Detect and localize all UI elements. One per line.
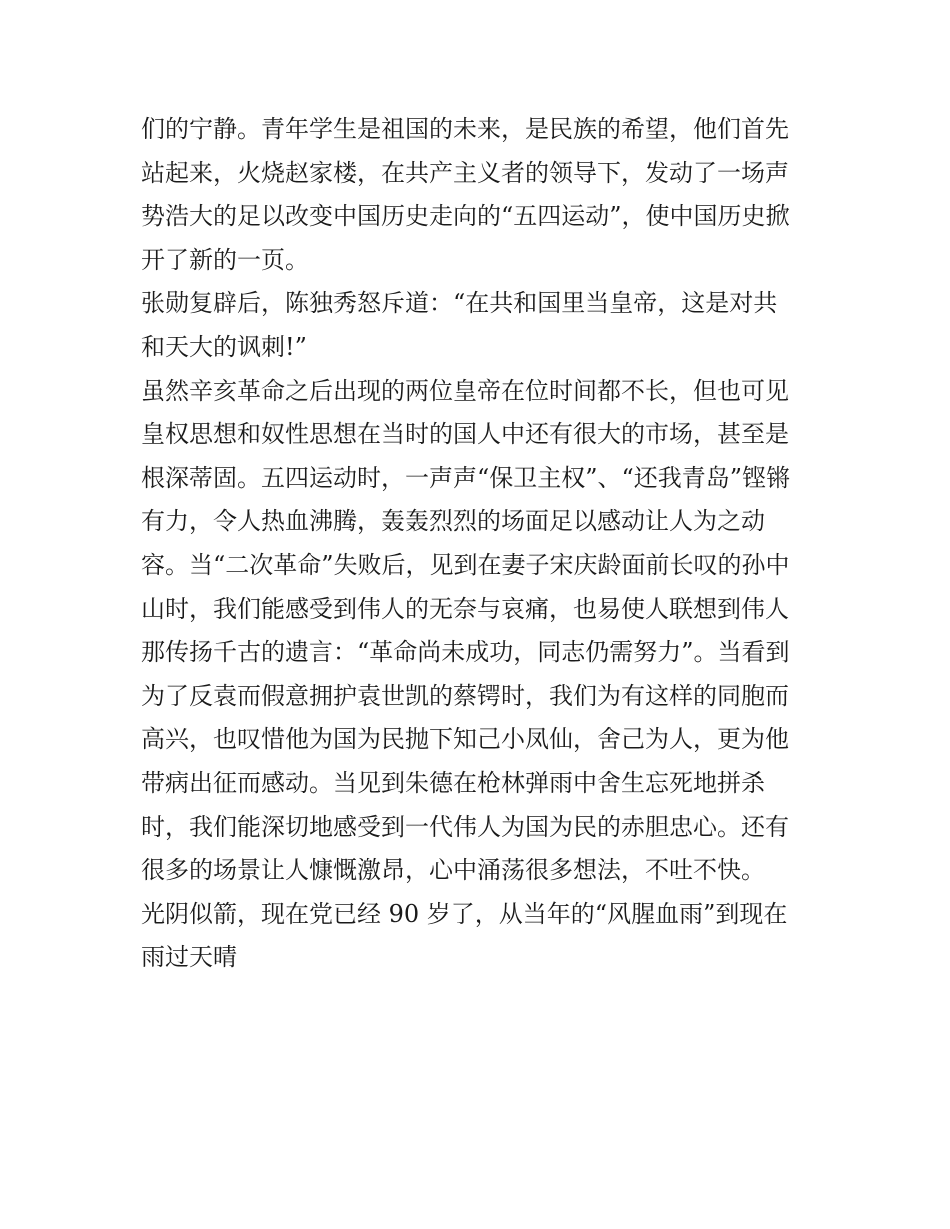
text-line: 势浩大的足以改变中国历史走向的“五四运动”，使中国历史掀 xyxy=(141,202,790,231)
text-line: 和天大的讽刺!” xyxy=(141,332,307,361)
body-text xyxy=(141,108,816,980)
text-line: 张勋复辟后，陈独秀怒斥道：“在共和国里当皇帝，这是对共 xyxy=(141,289,778,318)
text-line: 容。当“二次革命”失败后，见到在妻子宋庆龄面前长叹的孙中 xyxy=(141,550,790,579)
text-line: 雨过天晴 xyxy=(141,943,237,972)
text-line: 为了反袁而假意拥护袁世凯的蔡锷时，我们为有这样的同胞而 xyxy=(141,681,789,710)
text-line: 站起来，火烧赵家楼，在共产主义者的领导下，发动了一场声 xyxy=(141,158,789,187)
text-line: 皇权思想和奴性思想在当时的国人中还有很大的市场，甚至是 xyxy=(141,420,789,449)
text-line: 很多的场景让人慷慨激昂，心中涌荡很多想法，不吐不快。 xyxy=(141,856,765,885)
text-line: 们的宁静。青年学生是祖国的未来，是民族的希望，他们首先 xyxy=(141,115,789,143)
text-line: 虽然辛亥革命之后出现的两位皇帝在位时间都不长，但也可见 xyxy=(141,376,789,405)
text-line: 根深蒂固。五四运动时，一声声“保卫主权”、“还我青岛”铿锵 xyxy=(141,463,791,492)
text-line: 光阴似箭，现在党已经 90 岁了，从当年的“风腥血雨”到现在 xyxy=(141,899,788,928)
text-line: 高兴，也叹惜他为国为民抛下知己小凤仙，舍己为人，更为他 xyxy=(141,725,789,754)
text-line: 开了新的一页。 xyxy=(141,245,309,274)
text-line: 那传扬千古的遗言：“革命尚未成功，同志仍需努力”。当看到 xyxy=(141,638,790,667)
text-line: 时，我们能深切地感受到一代伟人为国为民的赤胆忠心。还有 xyxy=(141,812,789,841)
text-line: 山时，我们能感受到伟人的无奈与哀痛，也易使人联想到伟人 xyxy=(141,594,789,623)
text-line: 有力，令人热血沸腾，轰轰烈烈的场面足以感动让人为之动 xyxy=(141,507,765,536)
text-line: 带病出征而感动。当见到朱德在枪林弹雨中舍生忘死地拼杀 xyxy=(141,768,765,797)
